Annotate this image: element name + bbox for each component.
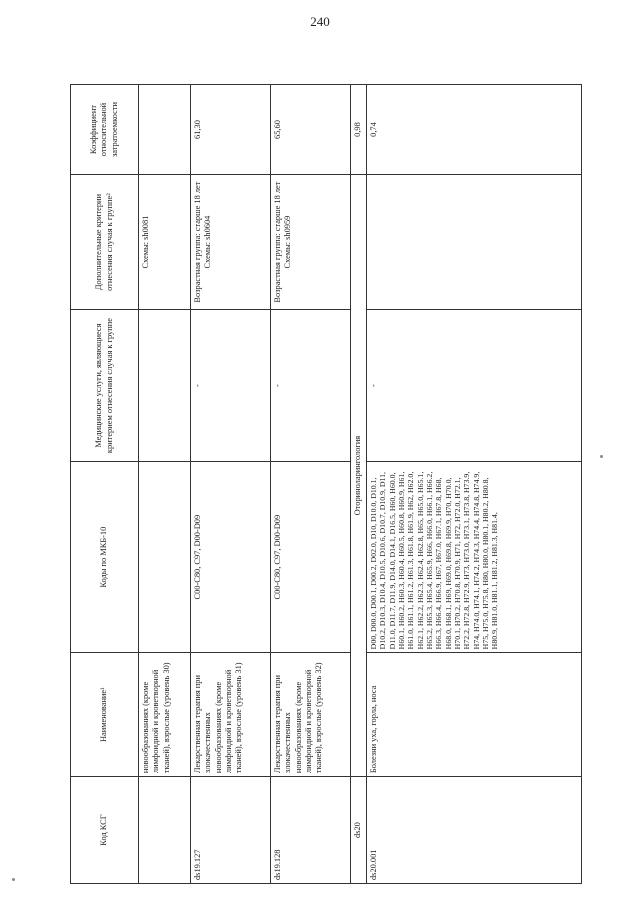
- cell-name: Лекарственная терапия при злокачественных новообразованиях (кроме лимфоидной и кроветворной тканей), взрослые (уровень 32): [271, 653, 351, 777]
- cell-services: -: [191, 310, 271, 462]
- cell-coef: [139, 85, 191, 175]
- cell-mkb: D00, D00.0, D00.1, D00.2, D02.0, D10, D10.0, D10.1, D10.2, D10.3, D10.4, D10.5, D10.6, D10.7, D10.9, D11, D11.0, D11.7, D11.9, D14.0, D14.1, D16.5, H60, H60.0, H60.1, H60.2, H60.3, H60.4, H60.5, H60.8, H60.9, H61, H61.0, H61.1, H61.2, H61.3, H61.8, H61.9, H62, H62.0, H62.1, H62.2, H62.3, H62.4, H62.8, H65, H65.0, H65.1, H65.2, H65.3, H65.4, H65.9, H66, H66.0, H66.1, H66.2, H66.3, H66.4, H66.9, H67, H67.0, H67.1, H67.8, H68, H68.0, H68.1, H69, H69.0, H69.8, H69.9, H70, H70.0, H70.1, H70.2, H70.8, H70.9, H71, H72, H72.0, H72.1, H72.2, H72.8, H72.9, H73, H73.0, H73.1, H73.8, H73.9, H74, H74.0, H74.1, H74.2, H74.3, H74.4, H74.8, H74.9, H75, H75.0, H75.8, H80, H80.0, H80.1, H80.2, H80.8, H80.9, H81.0, H81.1, H81.2, H81.3, H81.4,: [367, 462, 582, 653]
- cell-services: -: [367, 310, 582, 462]
- table-row: [191, 85, 271, 884]
- table-row: [367, 85, 582, 884]
- cell-code: ds19.127: [191, 777, 271, 884]
- table-row: [271, 85, 351, 884]
- cell-code: ds19.128: [271, 777, 351, 884]
- section-coef: 0,98: [351, 85, 367, 175]
- page-number: 240: [310, 14, 330, 29]
- section-row: [351, 85, 367, 884]
- cell-services: [139, 310, 191, 462]
- cell-additional: Возрастная группа: старше 18 лет Схемы: sh0604: [191, 175, 271, 310]
- header-name: Наименование¹: [71, 653, 139, 777]
- scan-speck: [12, 878, 15, 881]
- header-coef: Коэффициент относительной затратоемкости: [71, 85, 139, 175]
- cell-name: Лекарственная терапия при злокачественных новообразованиях (кроме лимфоидной и кроветворной тканей), взрослые (уровень 31): [191, 653, 271, 777]
- section-code: ds20: [351, 777, 367, 884]
- kst-table-container: [70, 84, 582, 884]
- header-mkb: Коды по МКБ-10: [71, 462, 139, 653]
- cell-additional: [367, 175, 582, 310]
- cell-mkb: C00-C80, C97, D00-D09: [271, 462, 351, 653]
- cell-name: новообразованиях (кроме лимфоидной и кроветворной тканей), взрослые (уровень 30): [139, 653, 191, 777]
- kst-table: [70, 84, 582, 884]
- header-code: Код КСГ: [71, 777, 139, 884]
- header-additional: Дополнительные критерии отнесения случая к группе²: [71, 175, 139, 310]
- table-header-row: [71, 85, 139, 884]
- table-row: [139, 85, 191, 884]
- cell-additional: Возрастная группа: старше 18 лет Схемы: sh0959: [271, 175, 351, 310]
- cell-name: Болезни уха, горла, носа: [367, 653, 582, 777]
- scan-speck: [600, 455, 603, 458]
- cell-coef: 65,60: [271, 85, 351, 175]
- cell-code: ds20.001: [367, 777, 582, 884]
- cell-additional: Схемы: sh0081: [139, 175, 191, 310]
- cell-coef: 61,30: [191, 85, 271, 175]
- cell-code: [139, 777, 191, 884]
- cell-mkb: [139, 462, 191, 653]
- header-services: Медицинские услуги, являющиеся критерием отнесения случая к группе: [71, 310, 139, 462]
- cell-services: -: [271, 310, 351, 462]
- cell-mkb: C00-C80, C97, D00-D09: [191, 462, 271, 653]
- section-title: Оториноларингология: [351, 175, 367, 777]
- cell-coef: 0,74: [367, 85, 582, 175]
